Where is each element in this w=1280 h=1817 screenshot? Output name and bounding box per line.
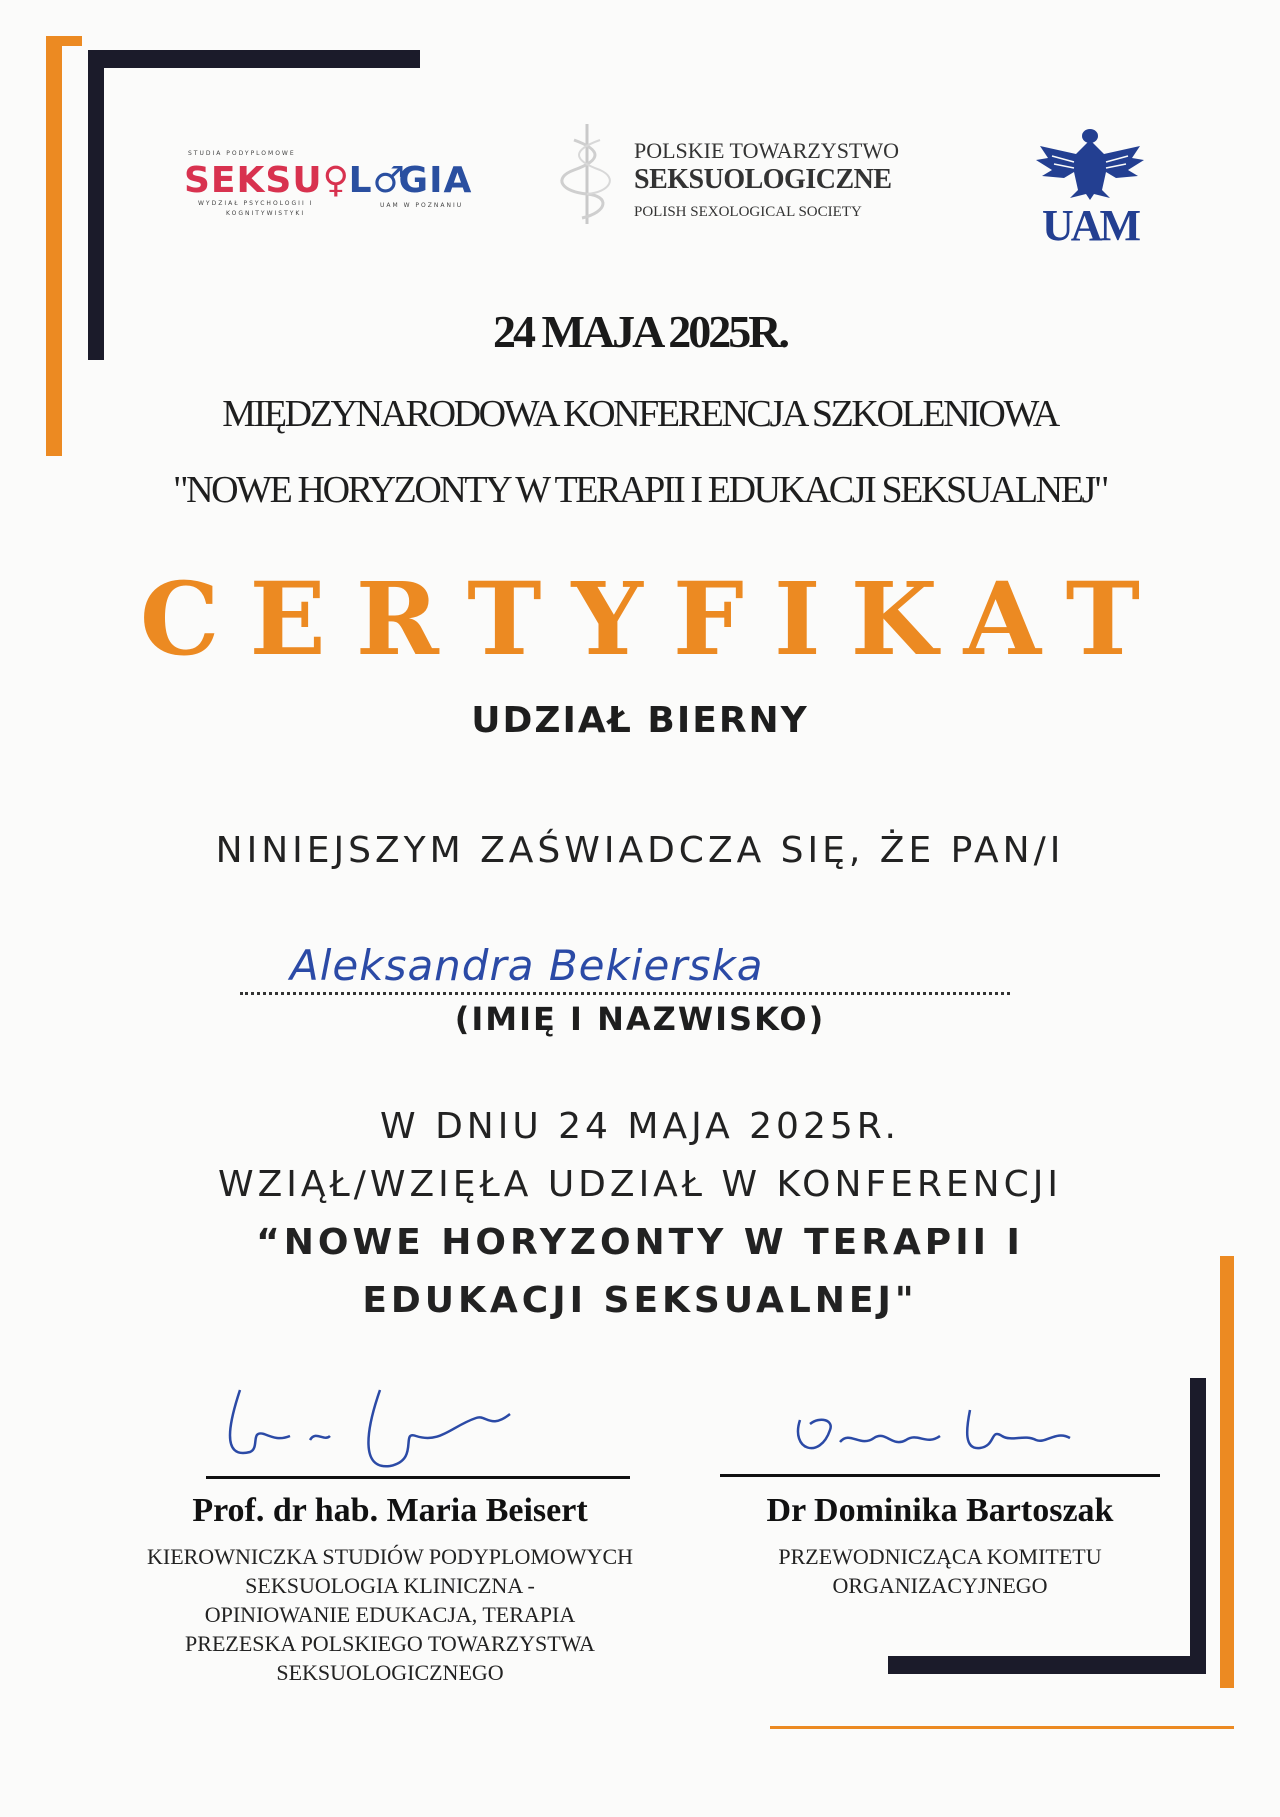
pts-logo-line3: POLISH SEXOLOGICAL SOCIETY	[634, 204, 862, 220]
statement-line2: WZIĄŁ/WZIĘŁA UDZIAŁ W KONFERENCJI	[218, 1164, 1062, 1205]
role-line: PRZEWODNICZĄCA KOMITETU	[778, 1544, 1102, 1569]
name-caption: (IMIĘ I NAZWISKO)	[454, 1000, 826, 1038]
certification-intro: NINIEJSZYM ZAŚWIADCZA SIĘ, ŻE PAN/I	[215, 830, 1065, 871]
orange-bottom-line	[770, 1726, 1234, 1729]
event-date-title: 24 MAJA 2025R.	[492, 306, 788, 357]
signer-name-beisert: Prof. dr hab. Maria Beisert	[192, 1492, 588, 1529]
conference-name-line2: "NOWE HORYZONTY W TERAPII I EDUKACJI SEKSUALNEJ"	[172, 469, 1108, 511]
signer-role-bartoszak	[720, 1542, 1160, 1600]
seksuologia-logo-blue-part: L	[348, 160, 373, 201]
role-line: ORGANIZACYJNEGO	[832, 1573, 1048, 1598]
seksuologia-logo-sub-right: UAM W POZNANIU	[380, 202, 464, 209]
statement-line4: EDUKACJI SEKSUALNEJ"	[362, 1280, 918, 1321]
male-symbol-icon: ♂	[372, 160, 406, 201]
signature-block-bartoszak	[720, 1370, 1160, 1598]
seksuologia-logo-wordmark	[184, 160, 472, 201]
seksuologia-logo-sub-left-2: KOGNITYWISTYKI	[226, 210, 306, 217]
pts-logo-line2: SEKSUOLOGICZNE	[634, 164, 892, 195]
pts-logo-line1: POLSKIE TOWARZYSTWO	[634, 138, 900, 163]
seksuologia-logo-sub-left-1: WYDZIAŁ PSYCHOLOGII I	[198, 200, 314, 207]
role-line: SEKSUOLOGICZNEGO	[276, 1660, 504, 1685]
uam-logo	[1030, 120, 1150, 246]
signature-block-beisert	[146, 1370, 634, 1690]
signature-line-beisert	[206, 1476, 630, 1479]
participation-type: UDZIAŁ BIERNY	[471, 700, 809, 741]
seksuologia-logo-red-part: SEKSU	[184, 160, 323, 201]
participant-handwritten-name	[280, 920, 840, 1000]
statement-line3: “NOWE HORYZONTY W TERAPII I	[256, 1222, 1024, 1263]
dark-bottom-bar	[888, 1656, 1206, 1674]
signer-name-bartoszak: Dr Dominika Bartoszak	[766, 1492, 1114, 1529]
female-symbol-icon: ♀	[322, 160, 350, 201]
caduceus-icon	[552, 120, 622, 230]
conference-name-line1: MIĘDZYNARODOWA KONFERENCJA SZKOLENIOWA	[222, 393, 1058, 435]
role-line: PREZESKA POLSKIEGO TOWARZYSTWA	[185, 1631, 595, 1656]
statement-line1: W DNIU 24 MAJA 2025R.	[380, 1106, 900, 1147]
orange-top-bar	[46, 36, 82, 46]
participant-name-text: Aleksandra Bekierska	[290, 941, 764, 990]
signature-line-bartoszak	[720, 1474, 1160, 1477]
eagle-emblem-icon	[1030, 120, 1150, 246]
signature-beisert	[190, 1370, 630, 1480]
seksuologia-logo-blue-end: GIA	[398, 160, 473, 201]
dark-top-bar	[88, 50, 420, 68]
certificate-title: CERTYFIKAT	[139, 560, 1171, 678]
dark-right-bar	[1190, 1378, 1206, 1674]
seksuologia-logo-top-text: STUDIA PODYPLOMOWE	[188, 150, 296, 157]
pts-logo	[552, 120, 912, 230]
role-line: KIEROWNICZKA STUDIÓW PODYPLOMOWYCH	[146, 1544, 634, 1569]
seksuologia-logo	[180, 148, 490, 216]
participant-name-line	[240, 992, 1010, 995]
role-line: OPINIOWANIE EDUKACJA, TERAPIA	[204, 1602, 576, 1627]
signature-bartoszak	[780, 1390, 1120, 1480]
uam-logo-text: UAM	[1041, 201, 1139, 246]
signer-role-beisert	[140, 1542, 640, 1687]
role-line: SEKSUOLOGIA KLINICZNA -	[245, 1573, 535, 1598]
